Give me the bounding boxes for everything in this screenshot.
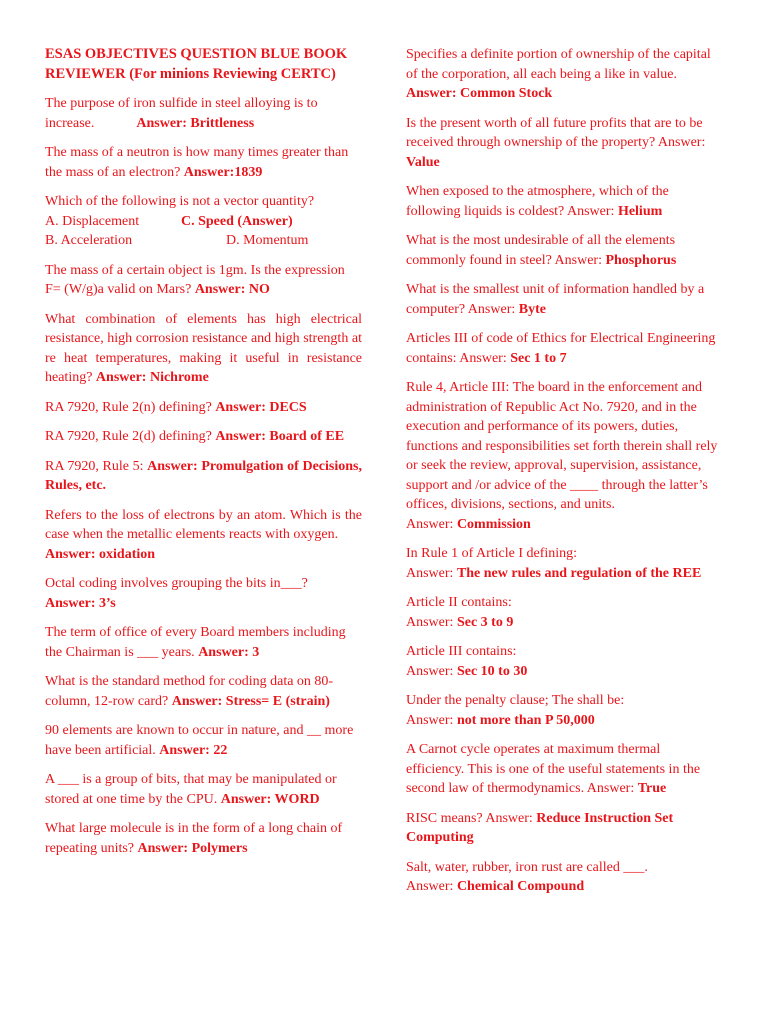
question-item [406, 182, 719, 221]
question-text: What large molecule is in the form of a long chain of repeating units? [45, 821, 343, 856]
question-item [406, 642, 719, 681]
question-item [406, 280, 719, 319]
question-text: What combination of elements has high electrical resistance, high corrosion resistance and high strength at re heat temperatures, making it useful in resistance heating? [45, 311, 362, 385]
question-item [45, 94, 362, 133]
question-item [406, 114, 719, 173]
question-text: In Rule 1 of Article I defining: [406, 546, 578, 561]
answer-text: Helium [617, 203, 663, 219]
question-text: RISC means? Answer: [406, 810, 537, 826]
question-text: F= (W/g)a valid on Mars? [45, 282, 195, 297]
answer-label: Answer: [406, 879, 457, 894]
question-text: Refers to the loss of electrons by an atom. Which is the case when the metallic elements reacts with oxygen. [45, 507, 362, 542]
question-text: The term of office of every Board members including the Chairman is ___ years. [45, 625, 346, 660]
answer-text: Answer: 3 [198, 644, 260, 660]
question-item [406, 45, 719, 104]
answer-text: Value [406, 154, 440, 170]
question-text: What is the most undesirable of all the elements commonly found in steel? Answer: [406, 233, 676, 268]
answer-text: Chemical Compound [456, 879, 585, 894]
question-item [406, 740, 719, 799]
option-d: D. Momentum [226, 233, 309, 248]
question-item [45, 427, 362, 447]
question-text: The mass of a certain object is 1gm. Is the expression [45, 262, 345, 278]
answer-text: Answer: NO [194, 282, 270, 297]
question-item [45, 310, 362, 388]
question-item [406, 593, 719, 632]
answer-text: Reduce Instruction Set Computing [406, 810, 674, 845]
question-text: Specifies a definite portion of ownership of the capital of the corporation, all each being a like in value. [406, 47, 711, 82]
question-item [406, 858, 719, 897]
option-b: B. Acceleration [45, 233, 133, 248]
question-text: A Carnot cycle operates at maximum thermal efficiency. This is one of the useful statements in the second law of thermodynamics. Answer: [406, 742, 701, 796]
question-text: Article II contains: [406, 595, 512, 610]
question-text: Articles III of code of Ethics for Electrical Engineering contains: Answer: [406, 331, 716, 366]
question-item [45, 770, 362, 809]
options-row [45, 212, 362, 232]
answer-text: Answer: Board of EE [215, 429, 345, 444]
question-item [45, 574, 362, 613]
answer-text: Commission [456, 516, 531, 532]
question-text: 90 elements are known to occur in nature, and __ more have been artificial. [45, 723, 354, 758]
question-text: Salt, water, rubber, iron rust are called ___. [406, 859, 648, 875]
question-item [45, 261, 362, 300]
answer-text: Sec 10 to 30 [456, 663, 528, 679]
answer-label: Answer: [406, 565, 457, 581]
question-text: Rule 4, Article III: The board in the enforcement and administration of Republic Act No. 7920, and in the execution and performance of its powers, duties, functions and responsibilities set forth therein shall rely or seek the review, approval, supervision, assistance, support and /or advice of the ____ through the latter’s offices, divisions, sections, and units. [406, 380, 718, 512]
answer-text: The new rules and regulation of the REE [456, 565, 702, 581]
answer-text: Answer: WORD [220, 791, 320, 807]
answer-label: Answer: [406, 663, 457, 679]
answer-text: Answer: oxidation [45, 546, 156, 562]
question-text: When exposed to the atmosphere, which of the following liquids is coldest? Answer: [406, 184, 669, 219]
question-item [45, 819, 362, 858]
answer-text: Answer: 3’s [45, 595, 116, 611]
question-item [45, 672, 362, 711]
question-item [406, 231, 719, 270]
answer-text: Byte [518, 301, 546, 317]
answer-text: Phosphorus [605, 252, 677, 268]
answer-text: not more than P 50,000 [456, 712, 595, 728]
answer-text: Sec 3 to 9 [456, 614, 514, 630]
answer-label: Answer: [406, 614, 457, 630]
question-text: RA 7920, Rule 2(n) defining? [45, 399, 216, 415]
answer-text: Answer: Stress= E (strain) [171, 693, 330, 709]
question-text: What is the standard method for coding data on 80-column, 12-row card? [45, 674, 334, 709]
question-item [45, 143, 362, 182]
answer-text: Answer: Common Stock [406, 86, 553, 101]
question-text: RA 7920, Rule 5: [45, 458, 148, 474]
option-a: A. Displacement [45, 213, 140, 229]
question-item [406, 544, 719, 583]
question-text: The purpose of iron sulfide in steel alloying is to increase. [45, 96, 318, 131]
option-c-answer: C. Speed (Answer) [181, 213, 293, 229]
question-text: Which of the following is not a vector quantity? [45, 194, 315, 209]
question-text: Article III contains: [406, 644, 517, 659]
question-item [45, 623, 362, 662]
left-column [45, 45, 362, 868]
question-text: Under the penalty clause; The shall be: [406, 693, 625, 708]
answer-text: Answer: 22 [159, 742, 228, 758]
question-item [406, 329, 719, 368]
question-item [406, 691, 719, 730]
answer-text: Answer: Promulgation of Decisions, Rules, etc. [45, 458, 362, 493]
question-text: Is the present worth of all future profits that are to be received through ownership of the property? Answer: [406, 115, 706, 150]
answer-text: Answer: DECS [215, 399, 307, 415]
answer-label: Answer: [406, 516, 457, 532]
question-item [45, 398, 362, 418]
question-text: A ___ is a group of bits, that may be manipulated or stored at one time by the CPU. [45, 772, 337, 807]
question-text: What is the smallest unit of information handled by a computer? Answer: [406, 282, 705, 317]
right-column [406, 45, 719, 907]
document-title: ESAS OBJECTIVES QUESTION BLUE BOOK REVIEWER (For minions Reviewing CERTC) [45, 46, 348, 82]
question-item [406, 378, 719, 534]
answer-text: Answer: Polymers [137, 840, 248, 856]
answer-text: Answer: Nichrome [95, 370, 209, 385]
answer-text: True [637, 781, 667, 796]
question-text: Octal coding involves grouping the bits in___? [45, 576, 308, 591]
question-item [45, 721, 362, 760]
question-text: The mass of a neutron is how many times greater than the mass of an electron? [45, 145, 349, 180]
answer-label: Answer: [406, 712, 457, 728]
answer-text: Answer:1839 [183, 164, 263, 180]
question-text: RA 7920, Rule 2(d) defining? [45, 429, 216, 444]
question-item [45, 457, 362, 496]
options-row [45, 231, 362, 251]
question-item [406, 809, 719, 848]
answer-text: Sec 1 to 7 [510, 350, 567, 366]
question-item [45, 192, 362, 251]
answer-text: Answer: Brittleness [136, 115, 255, 131]
question-item [45, 506, 362, 565]
